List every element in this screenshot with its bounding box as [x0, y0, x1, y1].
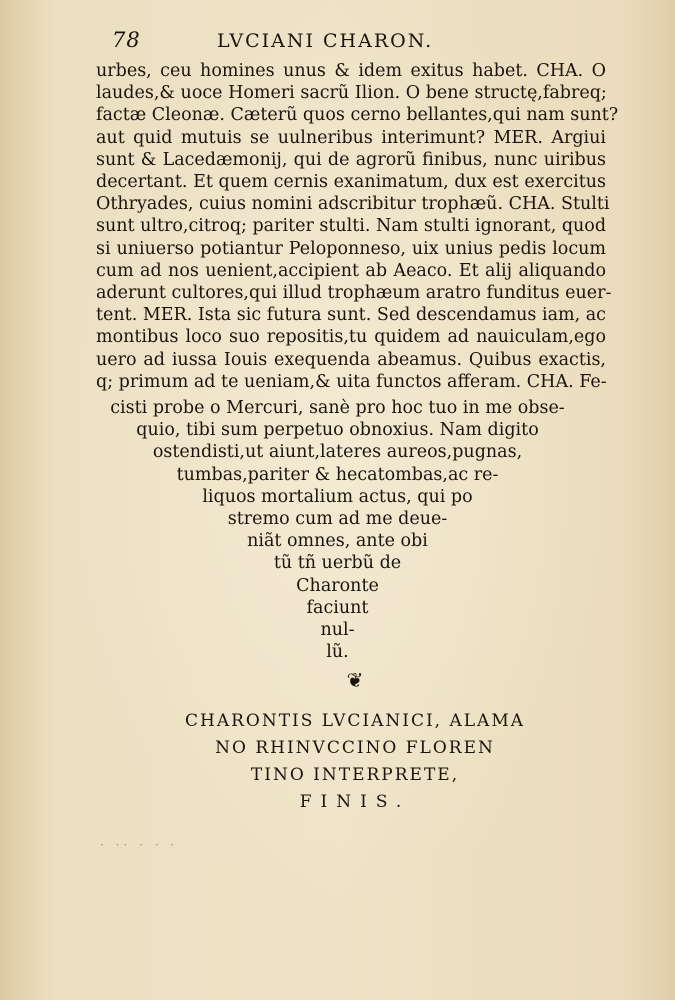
bleed-through-specks: · ·· · · ·: [100, 838, 179, 852]
body-line: aut quid mutuis se uulneribus interimunt? MER. Argiui: [96, 127, 606, 148]
triangle-line: cisti probe o Mercuri, sanè pro hoc tuo in me obse-: [110, 398, 565, 418]
page-number: 78: [112, 28, 141, 52]
triangle-line: tũ tñ uerbũ de: [273, 553, 402, 574]
body-line: cum ad nos uenient,accipient ab Aeaco. Et alij aliquando: [96, 260, 606, 281]
body-line: aderunt cultores,qui illud trophæum aratro funditus euer-: [96, 283, 612, 304]
colophon: [130, 708, 580, 816]
body-line: sunt & Lacedæmonij, qui de agrorũ finibus, nunc uiribus: [96, 149, 606, 170]
triangle-line: tumbas,pariter & hecatombas,ac re-: [176, 464, 499, 485]
body-line: q; primum ad te ueniam,& uita functos afferam. CHA. Fe-: [96, 371, 607, 392]
triangle-line: nul-: [320, 620, 355, 641]
body-line: Othryades, cuius nomini adscribitur trophæũ. CHA. Stulti: [96, 194, 610, 215]
body-line: tent. MER. Ista sic futura sunt. Sed descendamus iam, ac: [96, 305, 606, 326]
body-line: sunt ultro,citroq; pariter stulti. Nam stulti ignorant, quod: [96, 216, 607, 237]
body-line: decertant. Et quem cernis exanimatum, dux est exercitus: [96, 172, 606, 193]
fleuron-ornament-icon: ❦: [346, 668, 364, 692]
body-line: montibus loco suo repositis,tu quidem ad nauiculam,ego: [96, 327, 606, 348]
body-text-block: [96, 60, 619, 393]
body-line: uero ad iussa Iouis exequenda abeamus. Quibus exactis,: [96, 349, 606, 370]
triangular-text-block: [0, 397, 675, 663]
triangle-line: ostendisti,ut aiunt,lateres aureos,pugnas,: [152, 442, 523, 463]
page-header: [112, 28, 472, 58]
triangle-line: faciunt: [306, 597, 369, 618]
triangle-line: lũ.: [326, 642, 349, 663]
body-line: si uniuerso potiantur Peloponneso, uix unius pedis locum: [96, 238, 606, 259]
triangle-line: stremo cum ad me deue-: [227, 509, 448, 530]
triangle-line: liquos mortalium actus, qui po: [202, 486, 473, 507]
body-line: urbes, ceu homines unus & idem exitus habet. CHA. O: [96, 61, 606, 81]
colophon-line: CHARONTIS LVCIANICI, ALAMA: [184, 711, 526, 731]
colophon-line: NO RHINVCCINO FLOREN: [215, 738, 495, 758]
triangle-line: Charonte: [296, 575, 379, 596]
running-head: LVCIANI CHARON.: [217, 30, 434, 52]
triangle-line: quio, tibi sum perpetuo obnoxius. Nam digito: [136, 420, 539, 441]
finis-line: FINIS.: [299, 792, 411, 812]
triangle-line: niãt omnes, ante obi: [247, 531, 428, 552]
colophon-line: TINO INTERPRETE,: [250, 765, 460, 785]
body-line: laudes,& uoce Homeri sacrũ Ilion. O bene structę,fabreq;: [96, 83, 607, 104]
body-line: factæ Cleonæ. Cæterũ quos cerno bellantes,qui nam sunt?: [96, 105, 619, 126]
